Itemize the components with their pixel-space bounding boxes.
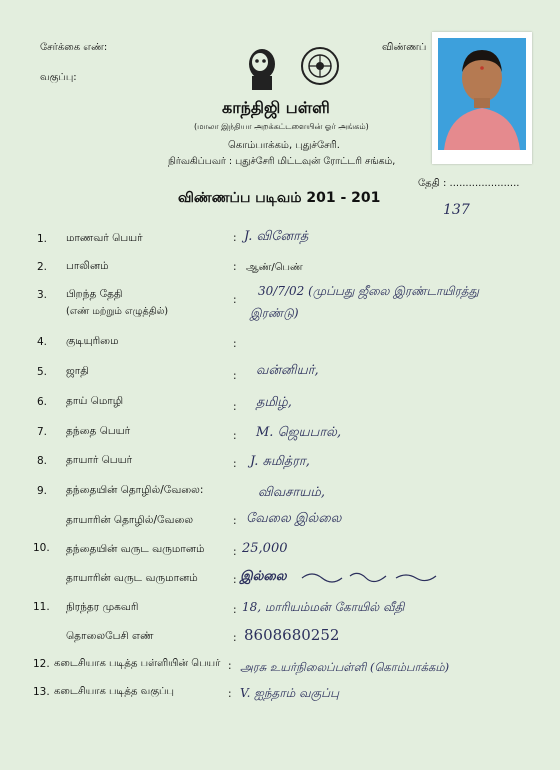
field-colon: : [233, 232, 237, 244]
field-label-citizenship: குடியுரிமை [66, 335, 119, 347]
field-label-mother-name: தாயார் பெயர் [66, 454, 133, 466]
field-label-last-school: கடைசியாக படித்த பள்ளியின் பெயர் [54, 658, 221, 669]
field-colon: : [233, 261, 237, 273]
date-field: தேதி : ...................... [418, 178, 520, 189]
field-colon: : [233, 401, 237, 413]
field-value-phone[interactable]: 8608680252 [244, 626, 340, 644]
field-value-mother-tongue[interactable]: தமிழ், [256, 395, 292, 410]
field-number: 11. [33, 601, 50, 613]
field-value-last-school[interactable]: அரசு உயர்நிலைப்பள்ளி (கொம்பாக்கம்) [240, 660, 450, 674]
managed-by: நிர்வகிப்பவர் : புதுச்சேரி மிட்டவுன் ரோட்டரி சங்கம், [168, 156, 396, 167]
field-value-mother-income[interactable]: இல்லை [240, 569, 287, 584]
field-colon: : [233, 546, 237, 558]
field-number: 2. [37, 261, 48, 273]
field-label-father-occupation: தந்தையின் தொழில்/வேலை: [66, 484, 204, 496]
field-number: 7. [37, 426, 48, 438]
field-value-father-name[interactable]: M. ஜெயபால், [256, 425, 342, 440]
field-value-dob[interactable]: 30/7/02 (முப்பது ஜீலை இரண்டாயிரத்து [258, 284, 480, 298]
field-label-mother-income: தாயாரின் வருட வருமானம் [66, 572, 198, 584]
field-value-caste[interactable]: வன்னியர், [256, 363, 319, 378]
field-colon: : [233, 458, 237, 470]
field-number: 5. [37, 366, 48, 378]
field-label-father-income: தந்தையின் வருட வருமானம் [66, 543, 205, 555]
field-number: 8. [37, 455, 48, 467]
field-colon: : [228, 660, 232, 672]
admission-number-label: சேர்க்கை எண்: [40, 42, 108, 53]
student-portrait-icon [438, 38, 526, 150]
school-location: கொம்பாக்கம், புதுச்சேரி. [228, 140, 340, 151]
field-number: 3. [37, 289, 48, 301]
field-number: 13. [33, 686, 50, 698]
field-label-address: நிரந்தர முகவரி [66, 601, 139, 613]
field-label-dob-note: (எண் மற்றும் எழுத்தில்) [66, 306, 169, 317]
field-label-father-name: தந்தை பெயர் [66, 425, 131, 437]
scribble-strikeout [300, 566, 440, 586]
field-value-mother-occupation[interactable]: வேலை இல்லை [246, 511, 342, 526]
student-photo [432, 32, 532, 164]
school-name: காந்திஜி பள்ளி [222, 98, 330, 117]
field-colon: : [233, 604, 237, 616]
field-colon: : [233, 370, 237, 382]
field-colon: : [233, 338, 237, 350]
field-number: 9. [37, 485, 48, 497]
field-number: 4. [37, 336, 48, 348]
field-number: 6. [37, 396, 48, 408]
field-value-address[interactable]: 18, மாரியம்மன் கோயில் வீதி [242, 600, 405, 614]
field-label-student-name: மாணவர் பெயர் [66, 232, 143, 244]
field-number: 12. [33, 658, 50, 670]
field-label-phone: தொலைபேசி எண் [66, 630, 154, 642]
field-value-gender[interactable]: ஆண்/பெண் [246, 262, 303, 273]
field-colon: : [233, 632, 237, 644]
field-value-mother-name[interactable]: J. சுமித்ரா, [250, 454, 310, 469]
class-label: வகுப்பு: [40, 72, 77, 83]
field-value-student-name[interactable]: J. வினோத் [244, 229, 309, 244]
field-colon: : [233, 294, 237, 306]
field-number: 1. [37, 233, 48, 245]
field-colon: : [233, 574, 237, 586]
field-label-mother-tongue: தாய் மொழி [66, 395, 124, 407]
gandhi-logo-icon [238, 46, 282, 92]
form-title: விண்ணப்ப படிவம் 201 - 201 [178, 190, 381, 206]
field-label-mother-occupation: தாயாரின் தொழில்/வேலை [66, 514, 194, 526]
field-label-caste: ஜாதி [66, 365, 89, 377]
form-number: 137 [443, 202, 470, 218]
field-colon: : [233, 515, 237, 527]
field-colon: : [233, 430, 237, 442]
field-value-last-class[interactable]: V. ஐந்தாம் வகுப்பு [240, 686, 340, 700]
field-colon: : [228, 688, 232, 700]
field-number: 10. [33, 542, 50, 554]
field-value-father-income[interactable]: 25,000 [242, 541, 288, 556]
field-label-dob: பிறந்த தேதி [66, 288, 123, 300]
field-label-last-class: கடைசியாக படித்த வகுப்பு [54, 686, 174, 697]
rotary-emblem-icon [300, 46, 340, 86]
school-subtitle: (மாலா இந்தியா அறக்கட்டளையின் ஓர் அங்கம்) [194, 122, 369, 131]
field-value-father-occupation[interactable]: விவசாயம், [258, 485, 325, 500]
field-label-gender: பாலினம் [66, 260, 109, 272]
application-label: விண்ணப் [382, 42, 427, 53]
field-value-dob-words[interactable]: இரண்டு) [250, 306, 299, 320]
